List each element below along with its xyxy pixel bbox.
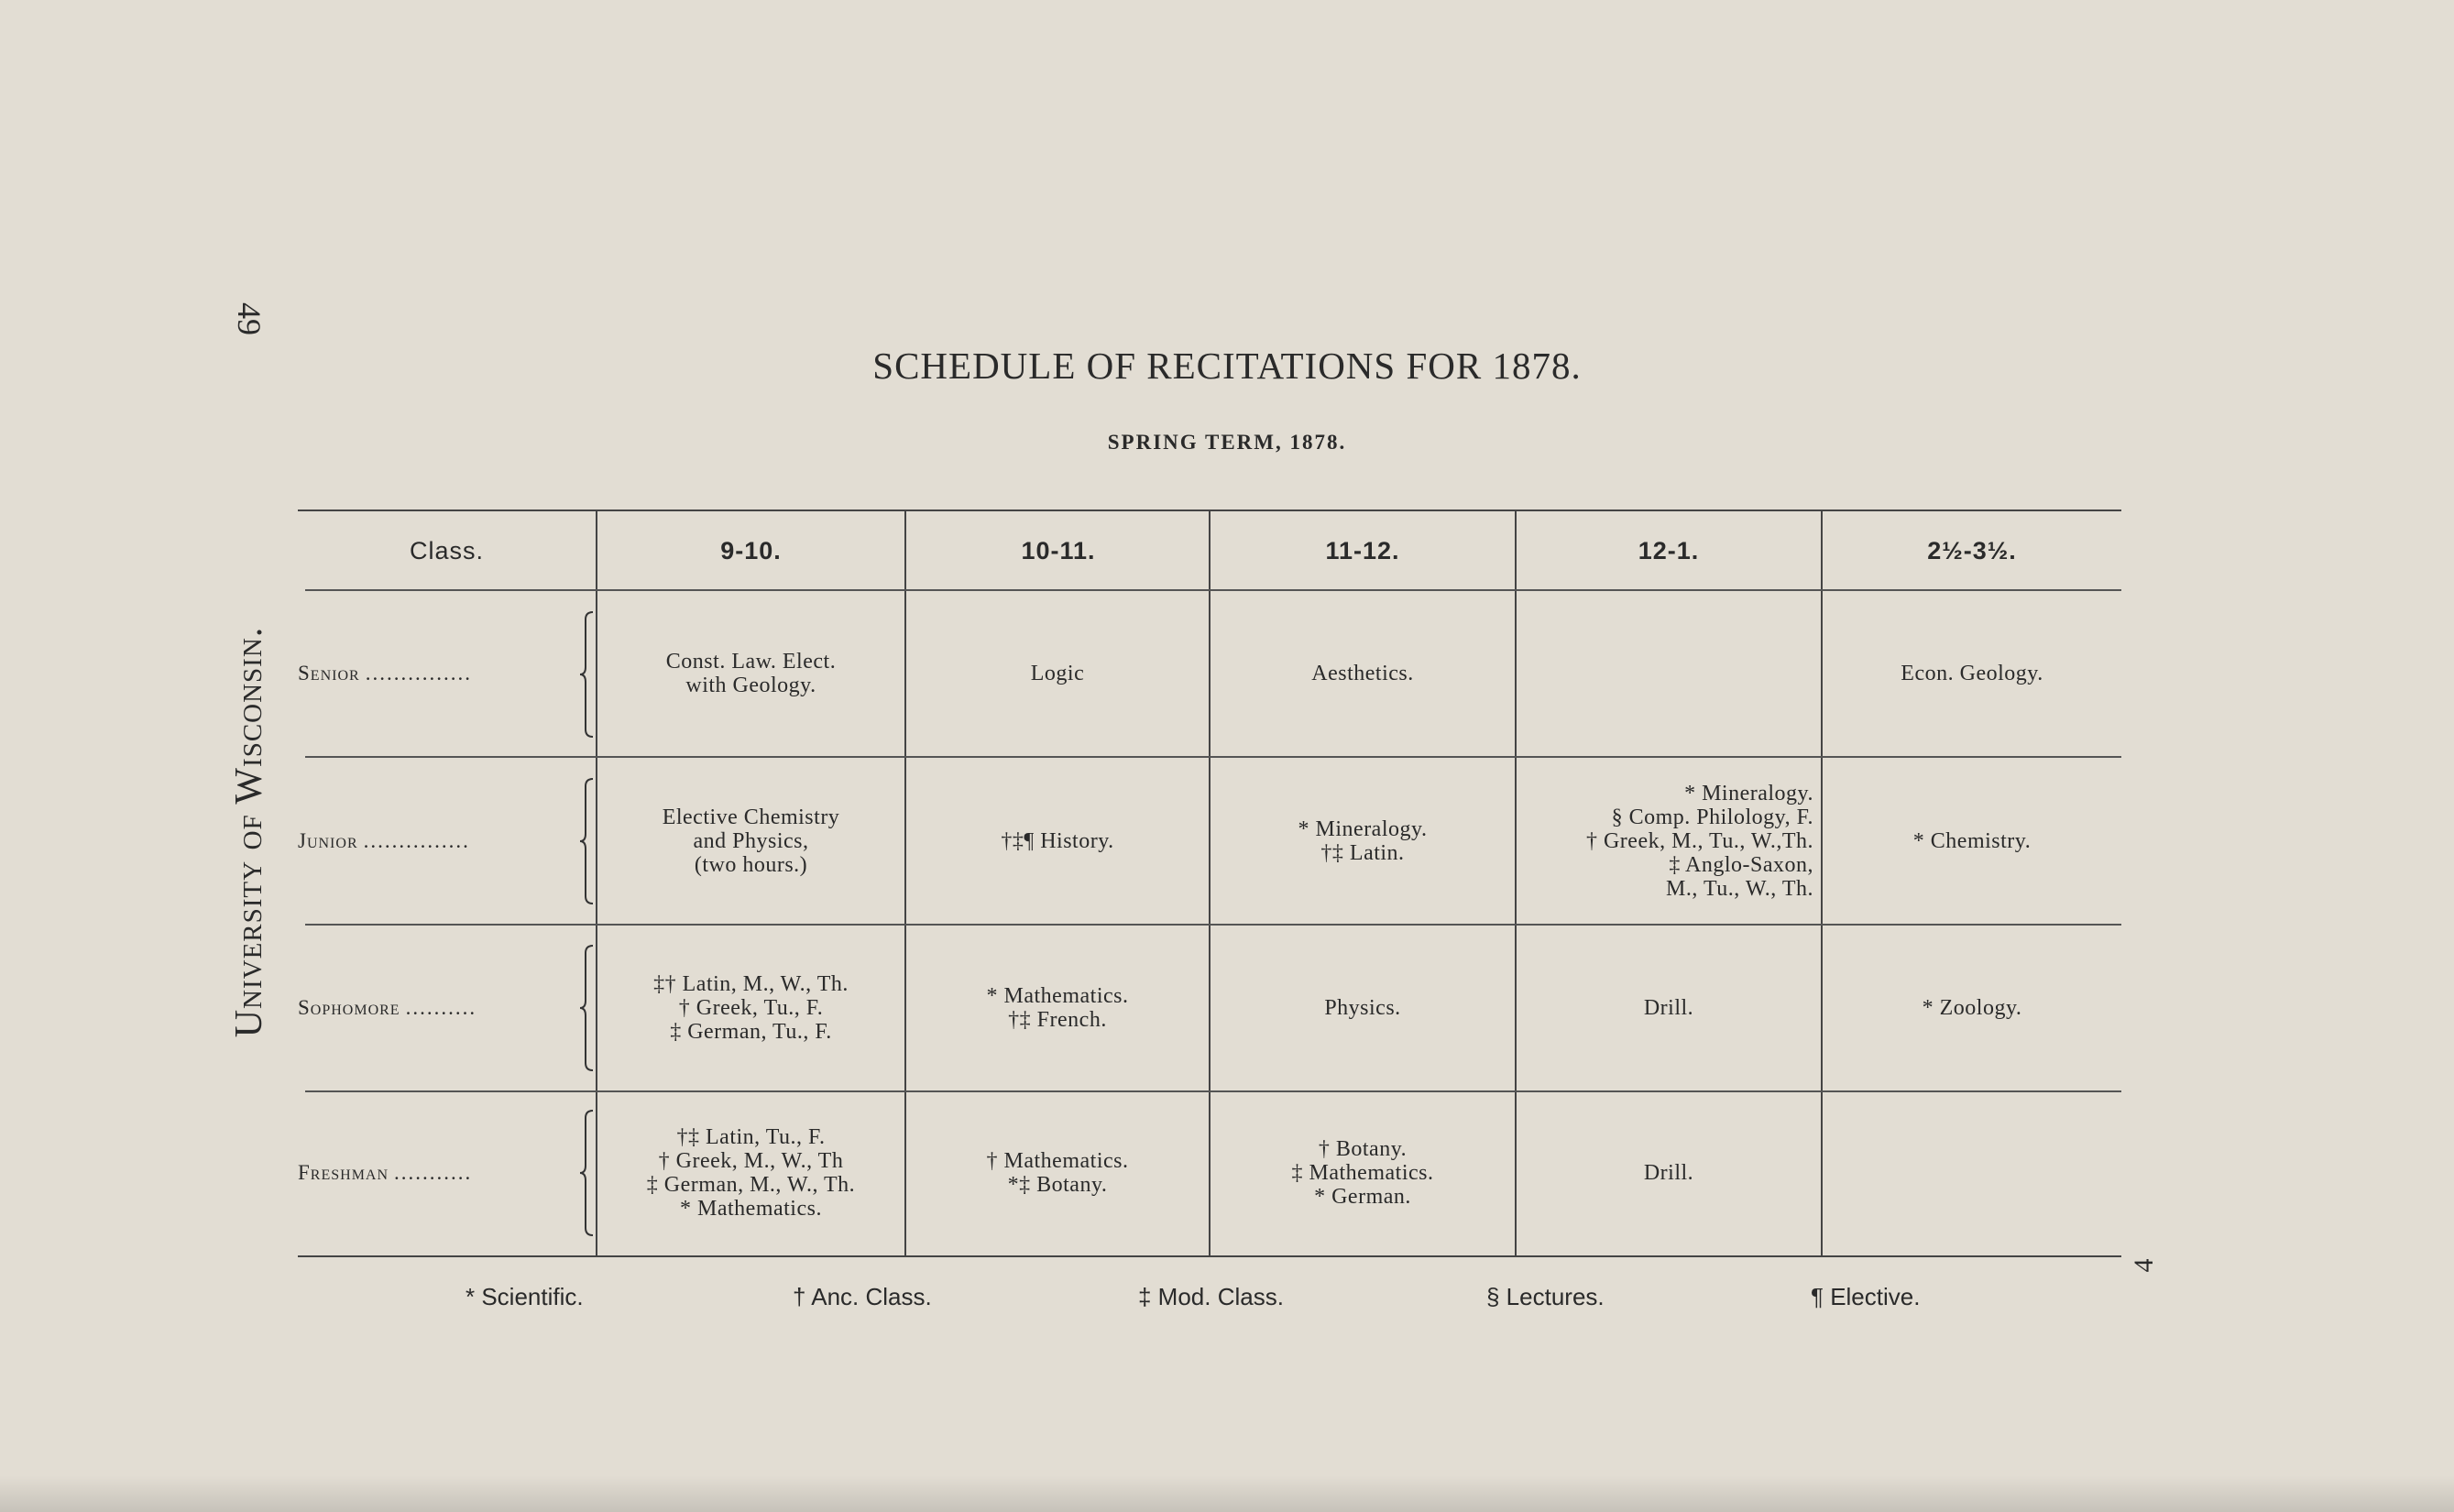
schedule-cell: Logic <box>1030 662 1085 685</box>
schedule-cell: Drill. <box>1643 996 1694 1020</box>
schedule-cell: ‡† Latin, M., W., Th. † Greek, Tu., F. ‡ German, Tu., F. <box>653 972 849 1044</box>
schedule-cell: † Mathematics. *‡ Botany. <box>986 1149 1129 1197</box>
dot-leader: ............... <box>363 828 470 852</box>
schedule-cell: Physics. <box>1324 996 1401 1020</box>
class-label-sophomore <box>298 926 564 1090</box>
term-subtitle: SPRING TERM, 1878. <box>1107 431 1347 454</box>
column-header-hour: 12-1. <box>1638 536 1700 564</box>
schedule-cell: * Mathematics. †‡ French. <box>986 984 1129 1032</box>
footnote-elective: ¶ Elective. <box>1811 1283 1921 1310</box>
recitation-schedule-table <box>298 509 2121 1257</box>
schedule-cell <box>1823 1092 2121 1254</box>
schedule-cell: * Mineralogy. †‡ Latin. <box>1298 816 1428 865</box>
running-head: University of Wisconsin. <box>228 626 270 1038</box>
dot-leader: ............... <box>365 662 472 685</box>
dot-leader: .......... <box>405 996 477 1019</box>
class-label-freshman <box>298 1092 564 1254</box>
schedule-cell: † Botany. ‡ Mathematics. * German. <box>1291 1137 1434 1209</box>
column-header-class: Class. <box>409 536 484 564</box>
column-header-hour: 2½-3½. <box>1927 536 2017 564</box>
schedule-cell: †‡¶ History. <box>1001 828 1114 853</box>
column-header-hour: 10-11. <box>1021 536 1096 564</box>
schedule-cell: Elective Chemistry and Physics, (two hours.) <box>662 805 840 877</box>
page-number: 49 <box>231 302 268 335</box>
footnote-modern-class: ‡ Mod. Class. <box>1138 1283 1284 1310</box>
schedule-cell: Aesthetics. <box>1311 662 1414 685</box>
schedule-cell: * Zoology. <box>1922 996 2022 1020</box>
class-label-senior <box>298 591 564 756</box>
class-label-junior <box>298 758 564 924</box>
schedule-cell: Econ. Geology. <box>1901 662 2043 685</box>
footnote-ancient-class: † Anc. Class. <box>793 1283 932 1310</box>
footnote-scientific: * Scientific. <box>466 1283 584 1310</box>
class-name: Sophomore <box>298 996 400 1019</box>
class-name: Freshman <box>298 1161 389 1184</box>
page-bottom-shadow <box>0 1475 2454 1512</box>
schedule-cell: * Mineralogy. § Comp. Philology, F. † Greek, M., Tu., W.,Th. ‡ Anglo-Saxon, M., Tu., W., Th. <box>1585 781 1813 901</box>
class-name: Senior <box>298 662 360 685</box>
column-header-hour: 11-12. <box>1325 536 1400 564</box>
schedule-cell: †‡ Latin, Tu., F. † Greek, M., W., Th ‡ German, M., W., Th. * Mathematics. <box>646 1125 856 1221</box>
dot-leader: ........... <box>394 1161 473 1184</box>
schedule-cell: Const. Law. Elect. with Geology. <box>665 650 837 697</box>
schedule-title: SCHEDULE OF RECITATIONS FOR 1878. <box>872 345 1582 387</box>
schedule-cell <box>1517 591 1821 756</box>
footnote-lectures: § Lectures. <box>1486 1283 1605 1310</box>
schedule-cell: * Chemistry. <box>1912 828 2032 853</box>
column-header-hour: 9-10. <box>720 536 782 564</box>
signature-mark: 4 <box>2129 1258 2159 1273</box>
schedule-cell: Drill. <box>1643 1161 1694 1185</box>
class-name: Junior <box>298 828 358 852</box>
